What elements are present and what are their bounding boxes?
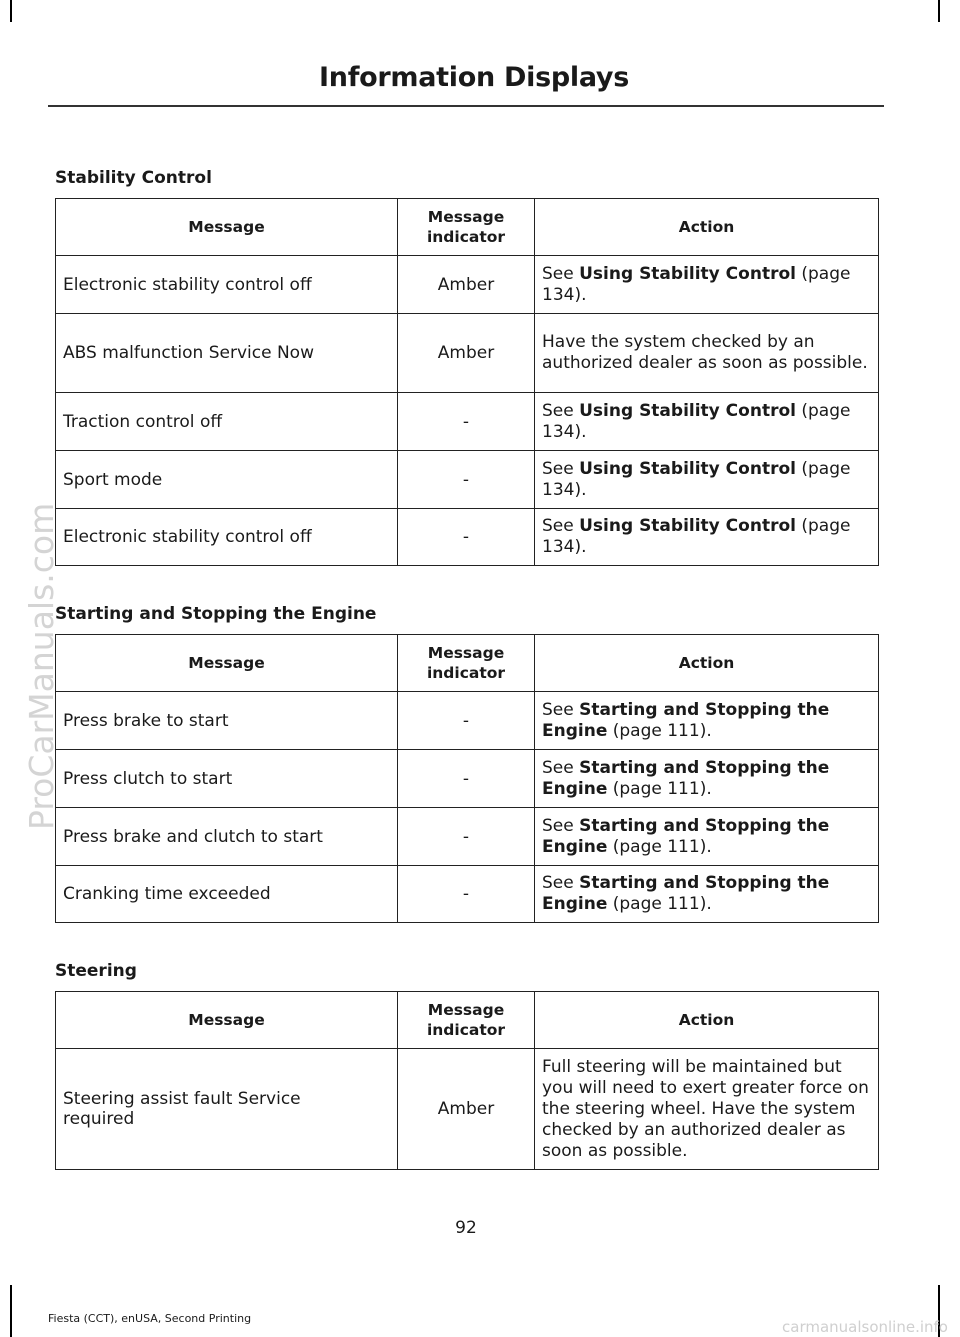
cross-reference-link[interactable]: Starting and Stopping the Engine [542,699,830,741]
title-rule [48,105,884,107]
table-row [56,393,879,451]
column-header-action: Action [535,635,879,692]
cross-reference-link[interactable]: Using Stability Control [579,400,796,421]
indicator-cell: - [398,692,535,750]
action-cell: Full steering will be maintained but you will need to exert greater force on the steering wheel. Have the system checked by an authorized dealer as soon as possible. [535,1049,879,1170]
section-heading-steering: Steering [55,961,137,981]
message-cell: Sport mode [56,451,398,509]
action-cell: See Using Stability Control (page 134). [535,451,879,509]
table-row [56,256,879,314]
table-row [56,509,879,566]
action-cell: See Using Stability Control (page 134). [535,256,879,314]
action-cell: See Starting and Stopping the Engine (page 111). [535,692,879,750]
message-cell: Press brake to start [56,692,398,750]
action-cell: See Starting and Stopping the Engine (page 111). [535,866,879,923]
column-header-indicator: Message indicator [398,199,535,256]
table-row [56,314,879,393]
table-header-row [56,199,879,256]
section-heading-stability-control: Stability Control [55,168,212,188]
indicator-cell: - [398,808,535,866]
indicator-cell: Amber [398,314,535,393]
action-cell: Have the system checked by an authorized dealer as soon as possible. [535,314,879,393]
stability-control-table [55,198,879,566]
message-cell: Steering assist fault Service required [56,1049,398,1170]
cross-reference-link[interactable]: Using Stability Control [579,516,796,536]
cross-reference-link[interactable]: Starting and Stopping the Engine [542,873,830,914]
action-cell: See Starting and Stopping the Engine (page 111). [535,808,879,866]
crop-mark [10,1285,12,1337]
column-header-message: Message [56,199,398,256]
message-cell: Press clutch to start [56,750,398,808]
crop-mark [938,0,940,22]
table-header-row [56,635,879,692]
column-header-message: Message [56,635,398,692]
table-row [56,750,879,808]
message-cell: Press brake and clutch to start [56,808,398,866]
cross-reference-link[interactable]: Starting and Stopping the Engine [542,757,830,799]
action-cell: See Using Stability Control (page 134). [535,509,879,566]
indicator-cell: - [398,750,535,808]
table-row [56,808,879,866]
page-number: 92 [455,1218,477,1238]
indicator-cell: - [398,393,535,451]
side-watermark: ProCarManuals.com [22,502,61,830]
cross-reference-link[interactable]: Using Stability Control [579,458,796,479]
message-cell: ABS malfunction Service Now [56,314,398,393]
action-cell: See Using Stability Control (page 134). [535,393,879,451]
column-header-action: Action [535,199,879,256]
table-row [56,692,879,750]
action-cell: See Starting and Stopping the Engine (page 111). [535,750,879,808]
cross-reference-link[interactable]: Using Stability Control [579,263,796,284]
indicator-cell: Amber [398,256,535,314]
table-row [56,866,879,923]
steering-table [55,991,879,1170]
table-row [56,451,879,509]
message-cell: Electronic stability control off [56,509,398,566]
indicator-cell: - [398,866,535,923]
message-cell: Traction control off [56,393,398,451]
indicator-cell: - [398,509,535,566]
indicator-cell: - [398,451,535,509]
cross-reference-link[interactable]: Starting and Stopping the Engine [542,815,830,857]
column-header-indicator: Message indicator [398,992,535,1049]
table-row [56,1049,879,1170]
message-cell: Cranking time exceeded [56,866,398,923]
column-header-action: Action [535,992,879,1049]
table-header-row [56,992,879,1049]
section-heading-starting-stopping: Starting and Stopping the Engine [55,604,377,624]
column-header-indicator: Message indicator [398,635,535,692]
indicator-cell: Amber [398,1049,535,1170]
edition-footer: Fiesta (CCT), enUSA, Second Printing [48,1312,252,1325]
message-cell: Electronic stability control off [56,256,398,314]
page-title: Information Displays [319,62,629,93]
column-header-message: Message [56,992,398,1049]
starting-stopping-table [55,634,879,923]
bottom-watermark: carmanualsonline.info [782,1318,948,1336]
crop-mark [10,0,12,22]
